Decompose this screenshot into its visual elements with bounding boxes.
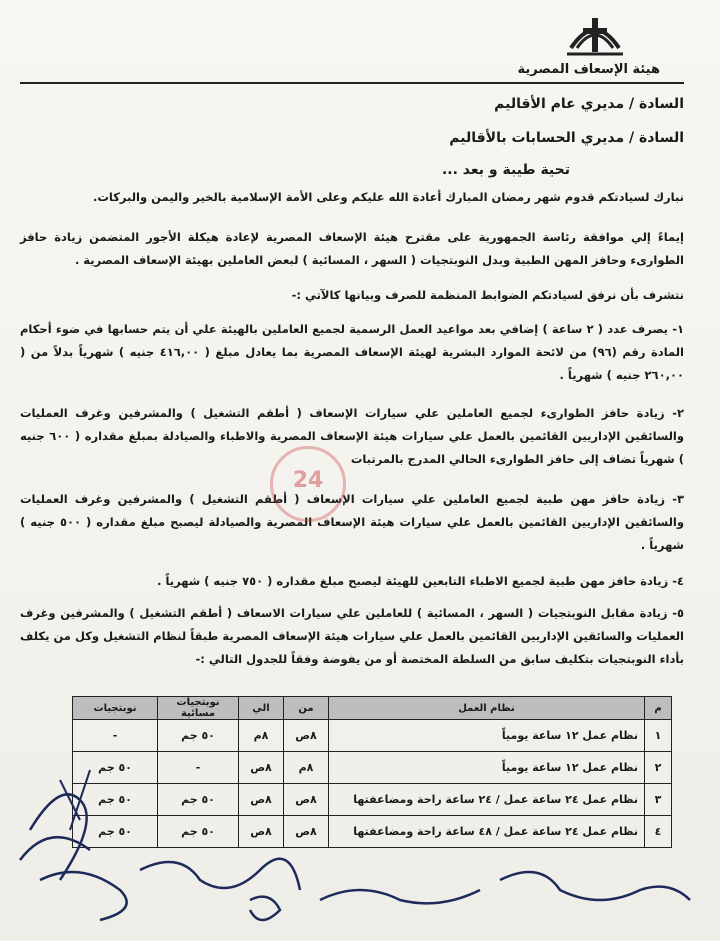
cell-index: ٣ (645, 784, 672, 816)
cell-to: ٨ص (239, 816, 284, 848)
cell-shifts: ٥٠ جم (73, 784, 158, 816)
cell-work-system: نظام عمل ٢٤ ساعة عمل / ٤٨ ساعة راحة ومضاعفتها (329, 816, 645, 848)
paragraph-item-4: ٤- زيادة حافز مهن طبية لجميع الاطباء التابعين للهيئة ليصبح مبلغ مقداره ( ٧٥٠ جنيه ) شهرياً . (157, 574, 684, 588)
paragraph-approval: إيماءً إلي موافقة رئاسة الجمهورية على مقترح هيئة الإسعاف المصرية لإعادة هيكلة الأجور المتضمن زيادة حافز الطوارىء وحافز المهن الطبية وبدل النوبتجيات ( السهر ، المسائية ) لبعض العاملين بهيئة الإسعاف المصرية . (20, 230, 684, 267)
table-header-row (73, 697, 672, 720)
header-shifts: نوبتجيات (73, 697, 158, 720)
cell-evening: ٥٠ جم (158, 784, 239, 816)
cell-from: ٨ص (284, 784, 329, 816)
paragraph-item-3: ٣- زيادة حافز مهن طبية لجميع العاملين علي سيارات الإسعاف ( أطقم التشغيل ) والمشرفين وغرف العمليات والسائقين الإداريين القائمين بالعمل علي سيارات هيئة الإسعاف المصرية والصيادلة ليصبح مبلغ مقداره ( ٥٠٠ جنيه ) شهرياً . (20, 492, 684, 552)
table-row (73, 752, 672, 784)
cell-from: ٨م (284, 752, 329, 784)
header-evening-shifts: نوبتجيات مسائية (158, 697, 239, 720)
addressee-2: السادة / مديري الحسابات بالأقاليم (449, 130, 684, 146)
table-row (73, 784, 672, 816)
paragraph-rules-intro: نتشرف بأن نرفق لسيادتكم الضوابط المنظمة للصرف وبيانها كالآتي :- (291, 288, 684, 302)
cell-work-system: نظام عمل ١٢ ساعة يومياً (329, 720, 645, 752)
table-row (73, 816, 672, 848)
cell-to: ٨ص (239, 784, 284, 816)
organization-name: هيئة الإسعاف المصرية (517, 62, 660, 77)
paragraph-item-2: ٢- زيادة حافز الطوارىء لجميع العاملين علي سيارات الإسعاف ( أطقم التشغيل ) والمشرفين وغرف العمليات والسائقين الإداريين القائمين بالعمل علي سيارات هيئة الإسعاف المصرية والاطباء والصيادلة بمبلغ مقداره ( ٦٠٠ جنيه ) شهرياً تضاف إلى حافز الطوارىء الحالي المدرج بالمرتبات (20, 406, 685, 466)
header-work-system: نظام العمل (329, 697, 645, 720)
shift-allowance-table (72, 696, 672, 848)
cell-work-system: نظام عمل ٢٤ ساعة عمل / ٢٤ ساعة راحة ومضاعفتها (329, 784, 645, 816)
paragraph-item-5: ٥- زيادة مقابل النوبتجيات ( السهر ، المسائية ) للعاملين علي سيارات الاسعاف ( أطقم التشغيل ) والمشرفين وغرف العمليات والسائقين الإداريين القائمين بالعمل علي سيارات هيئة الإسعاف المصرية طبقاً لنظام التشغيل وكل من يكلف بأداء النوبتجيات بتكليف سابق من السلطة المختصة أو من يفوضة وفقاً للجدول التالي :- (20, 606, 684, 666)
header-to: الي (239, 697, 284, 720)
cell-shifts: ٥٠ جم (73, 752, 158, 784)
cell-index: ١ (645, 720, 672, 752)
cell-work-system: نظام عمل ١٢ ساعة يومياً (329, 752, 645, 784)
cell-index: ٤ (645, 816, 672, 848)
cell-to: ٨ص (239, 752, 284, 784)
greeting: تحية طيبة و بعد ... (441, 162, 570, 178)
cell-from: ٨ص (284, 816, 329, 848)
header-index: م (645, 697, 672, 720)
cell-evening: ٥٠ جم (158, 816, 239, 848)
cell-from: ٨ص (284, 720, 329, 752)
paragraph-item-1: ١- يصرف عدد ( ٢ ساعة ) إضافي بعد مواعيد العمل الرسمية لجميع العاملين بالهيئة علي أن يتم حسابها في ضوء أحكام المادة رقم (٩٦) من لائحة الموارد البشرية لهيئة الإسعاف المصرية بما يعادل مبلغ ( ٤١٦,٠٠ جنيه ) شهرياً بدلاً من ( ٢٦٠,٠٠ جنيه ) شهرياً . (20, 322, 684, 382)
table-row (73, 720, 672, 752)
paragraph-intro: نبارك لسيادتكم قدوم شهر رمضان المبارك أعادة الله عليكم وعلى الأمة الإسلامية بالخير واليمن والبركات. (92, 190, 684, 204)
cell-index: ٢ (645, 752, 672, 784)
cell-shifts: - (73, 720, 158, 752)
cell-shifts: ٥٠ جم (73, 816, 158, 848)
header-divider (20, 82, 684, 84)
header-from: من (284, 697, 329, 720)
cell-evening: ٥٠ جم (158, 720, 239, 752)
cell-evening: - (158, 752, 239, 784)
addressee-1: السادة / مديري عام الأقاليم (494, 96, 684, 112)
cell-to: ٨م (239, 720, 284, 752)
watermark-stamp: 24 (270, 446, 346, 522)
